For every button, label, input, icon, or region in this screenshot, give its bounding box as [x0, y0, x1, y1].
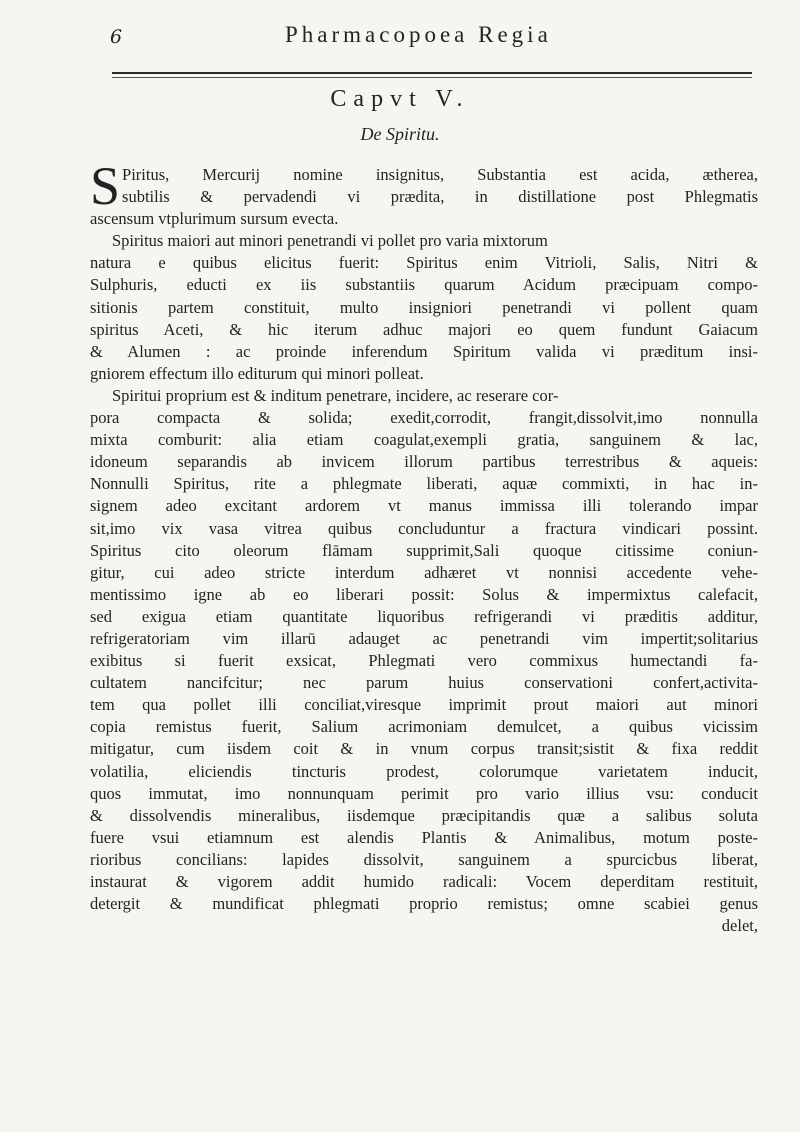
text-line: spiritus Aceti, & hic iterum adhuc majori eo quem fundunt Gaiacum [90, 319, 758, 339]
paragraph-1 [90, 156, 758, 230]
text-line: pora compacta & solida; exedit,corrodit, frangit,dissolvit,imo nonnulla [90, 408, 758, 428]
paragraph-2 [90, 230, 758, 385]
text-line: cultatem nancifcitur; nec parum huius conservationi confert,activita- [90, 673, 758, 693]
text-line: fuere vsui etiamnum est alendis Plantis & Animalibus, motum poste- [90, 827, 758, 847]
text-line: gitur, cui adeo stricte interdum adhæret vt nonnisi accedente vehe- [90, 562, 758, 582]
catchword: delet, [721, 916, 758, 936]
text-line: & dissolvendis mineralibus, iisdemque præcipitandis quæ a salibus soluta [90, 805, 758, 825]
header-rule [112, 72, 752, 78]
text-line: refrigeratoriam vim illarū adauget ac penetrandi vim impertit;solitarius [90, 628, 758, 648]
text-line: mitigatur, cum iisdem coit & in vnum corpus transit;sistit & fixa reddit [90, 739, 758, 759]
text-line: Spiritus maiori aut minori penetrandi vi pollet pro varia mixtorum [112, 231, 548, 251]
text-line: Sulphuris, educti ex iis substantiis quarum Acidum præcipuam compo- [90, 275, 758, 295]
text-line: signem adeo excitant ardorem vt manus immissa illi tolerando impar [90, 496, 758, 516]
body-text [90, 156, 758, 937]
text-line: exibitus si fuerit exsicat, Phlegmati vero commixus humectandi fa- [90, 651, 758, 671]
text-line: idoneum separandis ab invicem illorum partibus terrestribus & aqueis: [90, 452, 758, 472]
text-line: rioribus concilians: lapides dissolvit, sanguinem a spurcicbus liberat, [90, 849, 758, 869]
text-line: Nonnulli Spiritus, rite a phlegmate liberati, aquæ commixti, in hac in- [90, 474, 758, 494]
text-line: copia remistus fuerit, Salium acrimoniam demulcet, a quibus vicissim [90, 717, 758, 737]
chapter-subtitle: De Spiritu. [360, 124, 440, 144]
chapter-heading: Capvt V. [330, 86, 470, 112]
text-line: mentissimo igne ab eo liberari possit: Solus & impermixtus calefacit, [90, 584, 758, 604]
text-line: sitionis partem constituit, multo insigniori penetrandi vi pollent quam [90, 297, 758, 317]
text-line: tem qua pollet illi conciliat,viresque imprimit prout maiori aut minori [90, 695, 758, 715]
text-line: sed exigua etiam quantitate liquoribus refrigerandi vi præditis additur, [90, 606, 758, 626]
text-line: ascensum vtplurimum sursum evecta. [90, 209, 339, 229]
text-line: Spiritus cito oleorum flāmam supprimit,Sali quoque citissime coniun- [90, 540, 758, 560]
text-line: quos immutat, imo nonnunquam perimit pro vario illius vsu: conducit [90, 783, 758, 803]
running-head [110, 22, 750, 52]
drop-cap: S [90, 156, 121, 216]
page-number: 6 [110, 26, 123, 48]
text-line: subtilis & pervadendi vi prædita, in distillatione post Phlegmatis [122, 187, 758, 207]
text-line: volatilia, eliciendis tincturis prodest, colorumque varietatem inducit, [90, 761, 758, 781]
text-line: gniorem effectum illo editurum qui minori polleat. [90, 363, 424, 383]
text-line: natura e quibus elicitus fuerit: Spiritus enim Vitrioli, Salis, Nitri & [90, 253, 758, 273]
text-line: Spiritui proprium est & inditum penetrare, incidere, ac reserare cor- [112, 385, 559, 405]
paragraph-3 [90, 385, 758, 937]
text-line: & Alumen : ac proinde inferendum Spiritum valida vi præditum insi- [90, 341, 758, 361]
text-line: detergit & mundificat phlegmati proprio remistus; omne scabiei genus [90, 894, 758, 914]
text-line: mixta comburit: alia etiam coagulat,exempli gratia, sanguinem & lac, [90, 430, 758, 450]
text-line: instaurat & vigorem addit humido radicali: Vocem deperditam restituit, [90, 872, 758, 891]
text-line: sit,imo vix vasa vitrea quibus concluduntur a fractura vindicari possint. [90, 518, 758, 538]
running-title: Pharmacopoea Regia [285, 22, 552, 47]
text-line: Piritus, Mercurij nomine insignitus, Substantia est acida, ætherea, [122, 165, 758, 184]
